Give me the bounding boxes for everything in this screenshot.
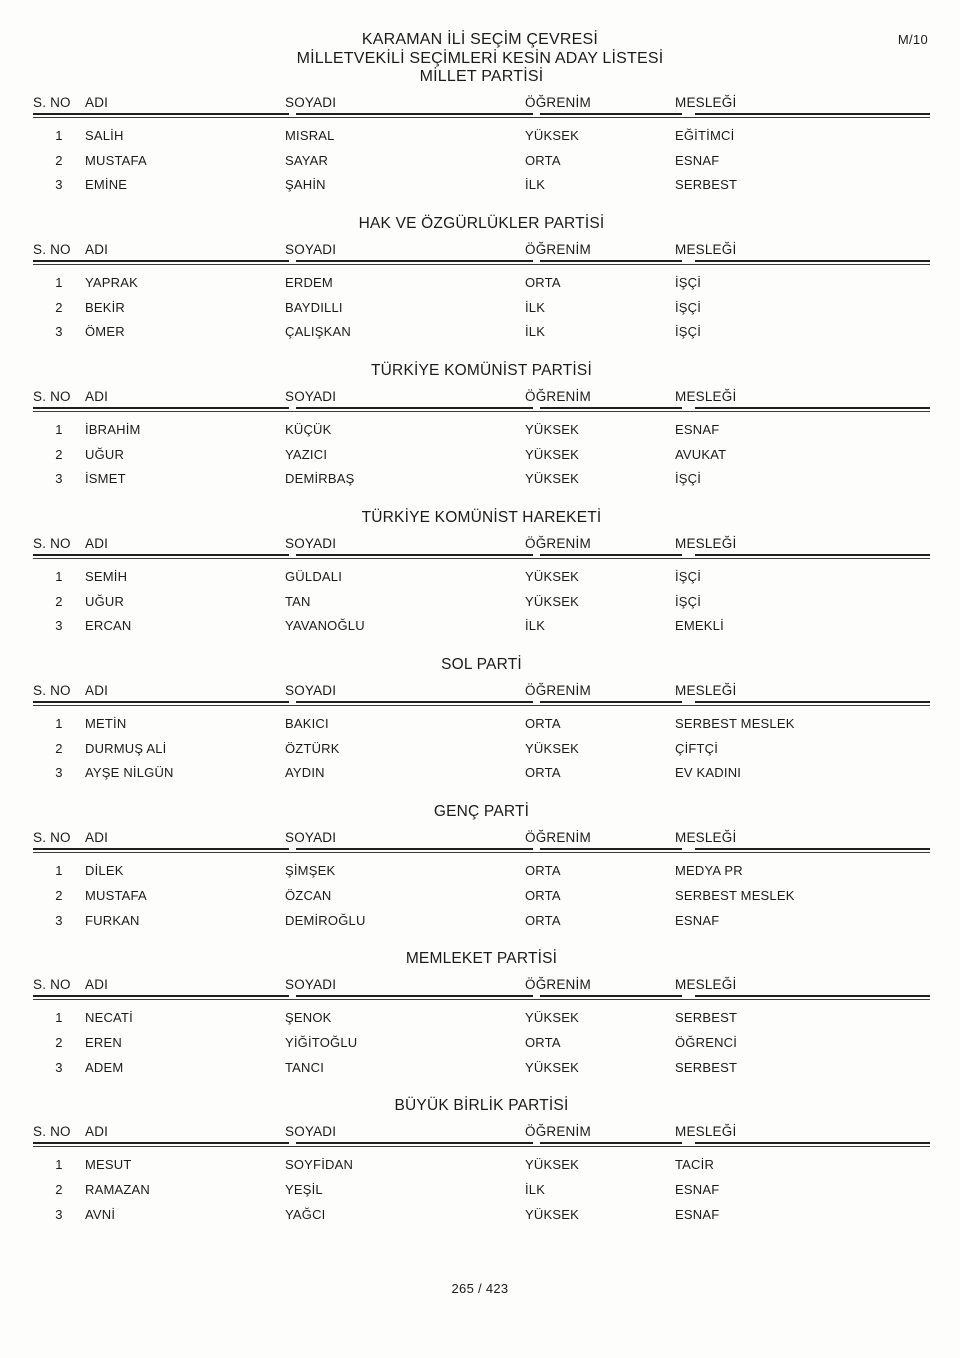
education: ORTA: [525, 716, 561, 732]
col-header-soyadi: SOYADI: [285, 95, 337, 110]
surname: DEMİROĞLU: [285, 912, 366, 928]
surname: ŞAHİN: [285, 177, 326, 193]
col-header-adi: ADI: [85, 536, 109, 552]
candidate-row: [33, 908, 930, 933]
col-header-sno: S. NO: [33, 389, 71, 405]
header-rule-full: [33, 999, 930, 1000]
education: ORTA: [525, 1034, 561, 1050]
row-number: 2: [55, 740, 63, 756]
education: YÜKSEK: [525, 471, 579, 487]
first-name: EMİNE: [85, 177, 128, 193]
education: YÜKSEK: [525, 593, 579, 609]
header-rule-full: [33, 117, 930, 118]
profession: ESNAF: [675, 421, 720, 437]
title-line-list: MİLLETVEKİLİ SEÇİMLERİ KESİN ADAY LİSTESİ: [296, 50, 664, 67]
col-header-meslegi: MESLEĞİ: [675, 242, 737, 258]
party-sections: [33, 68, 930, 1227]
candidate-rows: [33, 858, 930, 932]
first-name: NECATİ: [85, 1010, 133, 1026]
education: İLK: [525, 1181, 546, 1197]
header-rule-full: [33, 264, 930, 265]
candidate-rows: [33, 123, 930, 197]
col-header-ogrenim: ÖĞRENİM: [525, 683, 591, 699]
first-name: İBRAHİM: [85, 421, 141, 437]
header-rule: [33, 260, 930, 265]
candidate-row: [33, 858, 930, 883]
first-name: İSMET: [85, 471, 126, 487]
col-header-adi: ADI: [85, 95, 109, 110]
candidate-row: [33, 614, 930, 639]
education: YÜKSEK: [525, 740, 579, 756]
first-name: SALİH: [85, 127, 124, 143]
row-number: 2: [55, 446, 63, 462]
candidate-row: [33, 467, 930, 492]
col-header-adi: ADI: [85, 683, 109, 699]
first-name: YAPRAK: [85, 274, 138, 290]
col-header-ogrenim: ÖĞRENİM: [525, 389, 591, 405]
row-number: 1: [55, 1010, 63, 1026]
col-header-ogrenim: ÖĞRENİM: [525, 1124, 591, 1140]
candidate-row: [33, 148, 930, 173]
first-name: FURKAN: [85, 912, 140, 928]
profession: MEDYA PR: [675, 863, 743, 879]
education: ORTA: [525, 765, 561, 781]
surname: SAYAR: [285, 152, 329, 168]
candidate-row: [33, 736, 930, 761]
education: İLK: [525, 299, 546, 315]
candidate-row: [33, 589, 930, 614]
first-name: SEMİH: [85, 569, 128, 585]
header-rule-segments: [33, 260, 930, 262]
party-title: HAK VE ÖZGÜRLÜKLER PARTİSİ: [358, 215, 605, 233]
party-section: [33, 1097, 930, 1226]
party-section: [33, 656, 930, 785]
first-name: MUSTAFA: [85, 152, 147, 168]
first-name: DİLEK: [85, 863, 124, 879]
surname: DEMİRBAŞ: [285, 471, 355, 487]
candidate-row: [33, 883, 930, 908]
candidate-row: [33, 1055, 930, 1080]
row-number: 2: [55, 299, 63, 315]
education: YÜKSEK: [525, 1010, 579, 1026]
education: ORTA: [525, 912, 561, 928]
education: YÜKSEK: [525, 1059, 579, 1075]
surname: AYDIN: [285, 765, 325, 781]
profession: EV KADINI: [675, 765, 742, 781]
row-number: 1: [55, 274, 63, 290]
first-name: EREN: [85, 1034, 122, 1050]
col-header-ogrenim: ÖĞRENİM: [525, 830, 591, 846]
surname: ÇALIŞKAN: [285, 324, 351, 340]
header-rule-full: [33, 852, 930, 853]
education: ORTA: [525, 887, 561, 903]
header-rule-segments: [33, 848, 930, 850]
surname: TAN: [285, 593, 311, 609]
header-rule-full: [33, 1146, 930, 1147]
row-number: 1: [55, 1157, 63, 1173]
col-header-ogrenim: ÖĞRENİM: [525, 242, 591, 258]
row-number: 2: [55, 593, 63, 609]
candidate-row: [33, 123, 930, 148]
surname: BAYDILLI: [285, 299, 343, 315]
col-header-sno: S. NO: [33, 830, 71, 846]
candidate-row: [33, 1202, 930, 1227]
profession: AVUKAT: [675, 446, 727, 462]
table-header-row: [33, 830, 930, 845]
profession: SERBEST: [675, 177, 738, 193]
surname: MISRAL: [285, 127, 335, 143]
first-name: METİN: [85, 716, 127, 732]
col-header-adi: ADI: [85, 389, 109, 405]
party-section: [33, 509, 930, 638]
col-header-ogrenim: ÖĞRENİM: [525, 536, 591, 552]
surname: YİĞİTOĞLU: [285, 1034, 358, 1050]
table-header-row: [33, 1124, 930, 1139]
profession: SERBEST MESLEK: [675, 887, 795, 903]
profession: ESNAF: [675, 1206, 720, 1222]
profession: EĞİTİMCİ: [675, 127, 735, 143]
header-rule-segments: [33, 701, 930, 703]
row-number: 3: [55, 765, 63, 781]
surname: SOYFİDAN: [285, 1157, 354, 1173]
col-header-meslegi: MESLEĞİ: [675, 977, 737, 993]
header-rule-segments: [33, 1142, 930, 1144]
header-rule: [33, 701, 930, 706]
first-name: ADEM: [85, 1059, 124, 1075]
party-section: [33, 950, 930, 1079]
candidate-row: [33, 417, 930, 442]
profession: SERBEST: [675, 1010, 738, 1026]
education: YÜKSEK: [525, 446, 579, 462]
col-header-sno: S. NO: [33, 977, 71, 993]
candidate-row: [33, 564, 930, 589]
page-number-text: 265 / 423: [451, 1281, 509, 1296]
surname: YAVANOĞLU: [285, 618, 365, 634]
first-name: UĞUR: [85, 446, 125, 462]
candidate-row: [33, 319, 930, 344]
header-rule-segments: [33, 554, 930, 556]
surname: BAKICI: [285, 716, 329, 732]
row-number: 1: [55, 569, 63, 585]
row-number: 3: [55, 1059, 63, 1075]
title-line-province: KARAMAN İLİ SEÇİM ÇEVRESİ: [361, 31, 599, 48]
party-title: TÜRKİYE KOMÜNİST PARTİSİ: [371, 362, 592, 380]
candidate-rows: [33, 270, 930, 344]
table-header-row: [33, 536, 930, 551]
candidate-rows: [33, 711, 930, 785]
row-number: 3: [55, 1206, 63, 1222]
col-header-adi: ADI: [85, 830, 109, 846]
col-header-meslegi: MESLEĞİ: [675, 683, 737, 699]
first-name: RAMAZAN: [85, 1181, 150, 1197]
candidate-row: [33, 172, 930, 197]
row-number: 3: [55, 912, 63, 928]
candidate-row: [33, 1152, 930, 1177]
col-header-soyadi: SOYADI: [285, 683, 337, 699]
header-rule-full: [33, 558, 930, 559]
education: ORTA: [525, 152, 561, 168]
row-number: 3: [55, 177, 63, 193]
first-name: ERCAN: [85, 618, 132, 634]
surname: ERDEM: [285, 274, 333, 290]
col-header-soyadi: SOYADI: [285, 242, 337, 258]
col-header-sno: S. NO: [33, 242, 71, 258]
education: YÜKSEK: [525, 1206, 579, 1222]
col-header-adi: ADI: [85, 977, 109, 993]
header-rule-segments: [33, 113, 930, 115]
row-number: 3: [55, 324, 63, 340]
profession: ÇİFTÇİ: [675, 740, 719, 756]
candidate-row: [33, 270, 930, 295]
table-header-row: [33, 389, 930, 404]
education: YÜKSEK: [525, 1157, 579, 1173]
col-header-sno: S. NO: [33, 683, 71, 699]
education: YÜKSEK: [525, 569, 579, 585]
party-section: [33, 803, 930, 932]
col-header-ogrenim: ÖĞRENİM: [525, 977, 591, 993]
education: YÜKSEK: [525, 127, 579, 143]
col-header-sno: S. NO: [33, 95, 71, 110]
first-name: BEKİR: [85, 299, 126, 315]
candidate-row: [33, 1177, 930, 1202]
table-header-row: [33, 95, 930, 110]
col-header-soyadi: SOYADI: [285, 389, 337, 405]
col-header-soyadi: SOYADI: [285, 1124, 337, 1140]
party-title: SOL PARTİ: [441, 656, 522, 674]
header-rule-segments: [33, 407, 930, 409]
profession: İŞÇİ: [675, 569, 702, 585]
profession: SERBEST: [675, 1059, 738, 1075]
candidate-rows: [33, 1005, 930, 1079]
party-title: MİLLET PARTİSİ: [419, 68, 544, 85]
col-header-meslegi: MESLEĞİ: [675, 536, 737, 552]
party-section: [33, 68, 930, 197]
table-header-row: [33, 977, 930, 992]
profession: SERBEST MESLEK: [675, 716, 795, 732]
row-number: 2: [55, 887, 63, 903]
candidate-row: [33, 761, 930, 786]
surname: GÜLDALI: [285, 569, 343, 585]
row-number: 1: [55, 863, 63, 879]
candidate-row: [33, 711, 930, 736]
row-number: 1: [55, 127, 63, 143]
col-header-meslegi: MESLEĞİ: [675, 1124, 737, 1140]
surname: YEŞİL: [285, 1181, 323, 1197]
row-number: 1: [55, 716, 63, 732]
row-number: 3: [55, 471, 63, 487]
candidate-row: [33, 1030, 930, 1055]
header-rule: [33, 1142, 930, 1147]
surname: TANCI: [285, 1059, 325, 1075]
col-header-soyadi: SOYADI: [285, 830, 337, 846]
col-header-sno: S. NO: [33, 536, 71, 552]
col-header-adi: ADI: [85, 242, 109, 258]
row-number: 2: [55, 152, 63, 168]
surname: YAZICI: [285, 446, 328, 462]
first-name: AYŞE NİLGÜN: [85, 765, 174, 781]
header-rule: [33, 113, 930, 118]
profession: ÖĞRENCİ: [675, 1034, 738, 1050]
surname: ÖZTÜRK: [285, 740, 340, 756]
row-number: 2: [55, 1034, 63, 1050]
document-header: [0, 30, 960, 68]
table-header-row: [33, 242, 930, 257]
candidate-rows: [33, 564, 930, 638]
party-title: MEMLEKET PARTİSİ: [405, 950, 558, 968]
header-rule-full: [33, 705, 930, 706]
col-header-meslegi: MESLEĞİ: [675, 95, 737, 110]
party-section: [33, 215, 930, 344]
col-header-soyadi: SOYADI: [285, 536, 337, 552]
party-title: BÜYÜK BİRLİK PARTİSİ: [394, 1097, 569, 1115]
profession: ESNAF: [675, 152, 720, 168]
header-rule-full: [33, 411, 930, 412]
first-name: UĞUR: [85, 593, 125, 609]
candidate-row: [33, 442, 930, 467]
row-number: 1: [55, 421, 63, 437]
surname: ÖZCAN: [285, 887, 332, 903]
col-header-adi: ADI: [85, 1124, 109, 1140]
surname: ŞİMŞEK: [285, 863, 336, 879]
surname: ŞENOK: [285, 1010, 332, 1026]
row-number: 2: [55, 1181, 63, 1197]
candidate-rows: [33, 417, 930, 491]
page-number: [0, 1281, 960, 1296]
party-section: [33, 362, 930, 491]
col-header-sno: S. NO: [33, 1124, 71, 1140]
profession: İŞÇİ: [675, 593, 702, 609]
header-rule-segments: [33, 995, 930, 997]
first-name: DURMUŞ ALİ: [85, 740, 167, 756]
profession: ESNAF: [675, 912, 720, 928]
col-header-meslegi: MESLEĞİ: [675, 830, 737, 846]
party-title: TÜRKİYE KOMÜNİST HAREKETİ: [361, 509, 602, 527]
party-title: GENÇ PARTİ: [433, 803, 530, 821]
surname: KÜÇÜK: [285, 421, 332, 437]
col-header-ogrenim: ÖĞRENİM: [525, 95, 591, 110]
education: ORTA: [525, 863, 561, 879]
row-number: 3: [55, 618, 63, 634]
profession: ESNAF: [675, 1181, 720, 1197]
surname: YAĞCI: [285, 1206, 326, 1222]
first-name: ÖMER: [85, 324, 125, 340]
candidate-rows: [33, 1152, 930, 1226]
profession: EMEKLİ: [675, 618, 724, 634]
first-name: MESUT: [85, 1157, 132, 1173]
profession: İŞÇİ: [675, 299, 702, 315]
education: İLK: [525, 324, 546, 340]
education: YÜKSEK: [525, 421, 579, 437]
profession: TACİR: [675, 1157, 715, 1173]
education: İLK: [525, 618, 546, 634]
candidate-row: [33, 295, 930, 320]
profession: İŞÇİ: [675, 274, 702, 290]
header-rule: [33, 407, 930, 412]
first-name: AVNİ: [85, 1206, 116, 1222]
table-header-row: [33, 683, 930, 698]
col-header-soyadi: SOYADI: [285, 977, 337, 993]
education: ORTA: [525, 274, 561, 290]
col-header-meslegi: MESLEĞİ: [675, 389, 737, 405]
candidate-row: [33, 1005, 930, 1030]
profession: İŞÇİ: [675, 471, 702, 487]
header-rule: [33, 995, 930, 1000]
first-name: MUSTAFA: [85, 887, 147, 903]
header-rule: [33, 554, 930, 559]
profession: İŞÇİ: [675, 324, 702, 340]
education: İLK: [525, 177, 546, 193]
form-code: M/10: [897, 32, 928, 47]
header-rule: [33, 848, 930, 853]
